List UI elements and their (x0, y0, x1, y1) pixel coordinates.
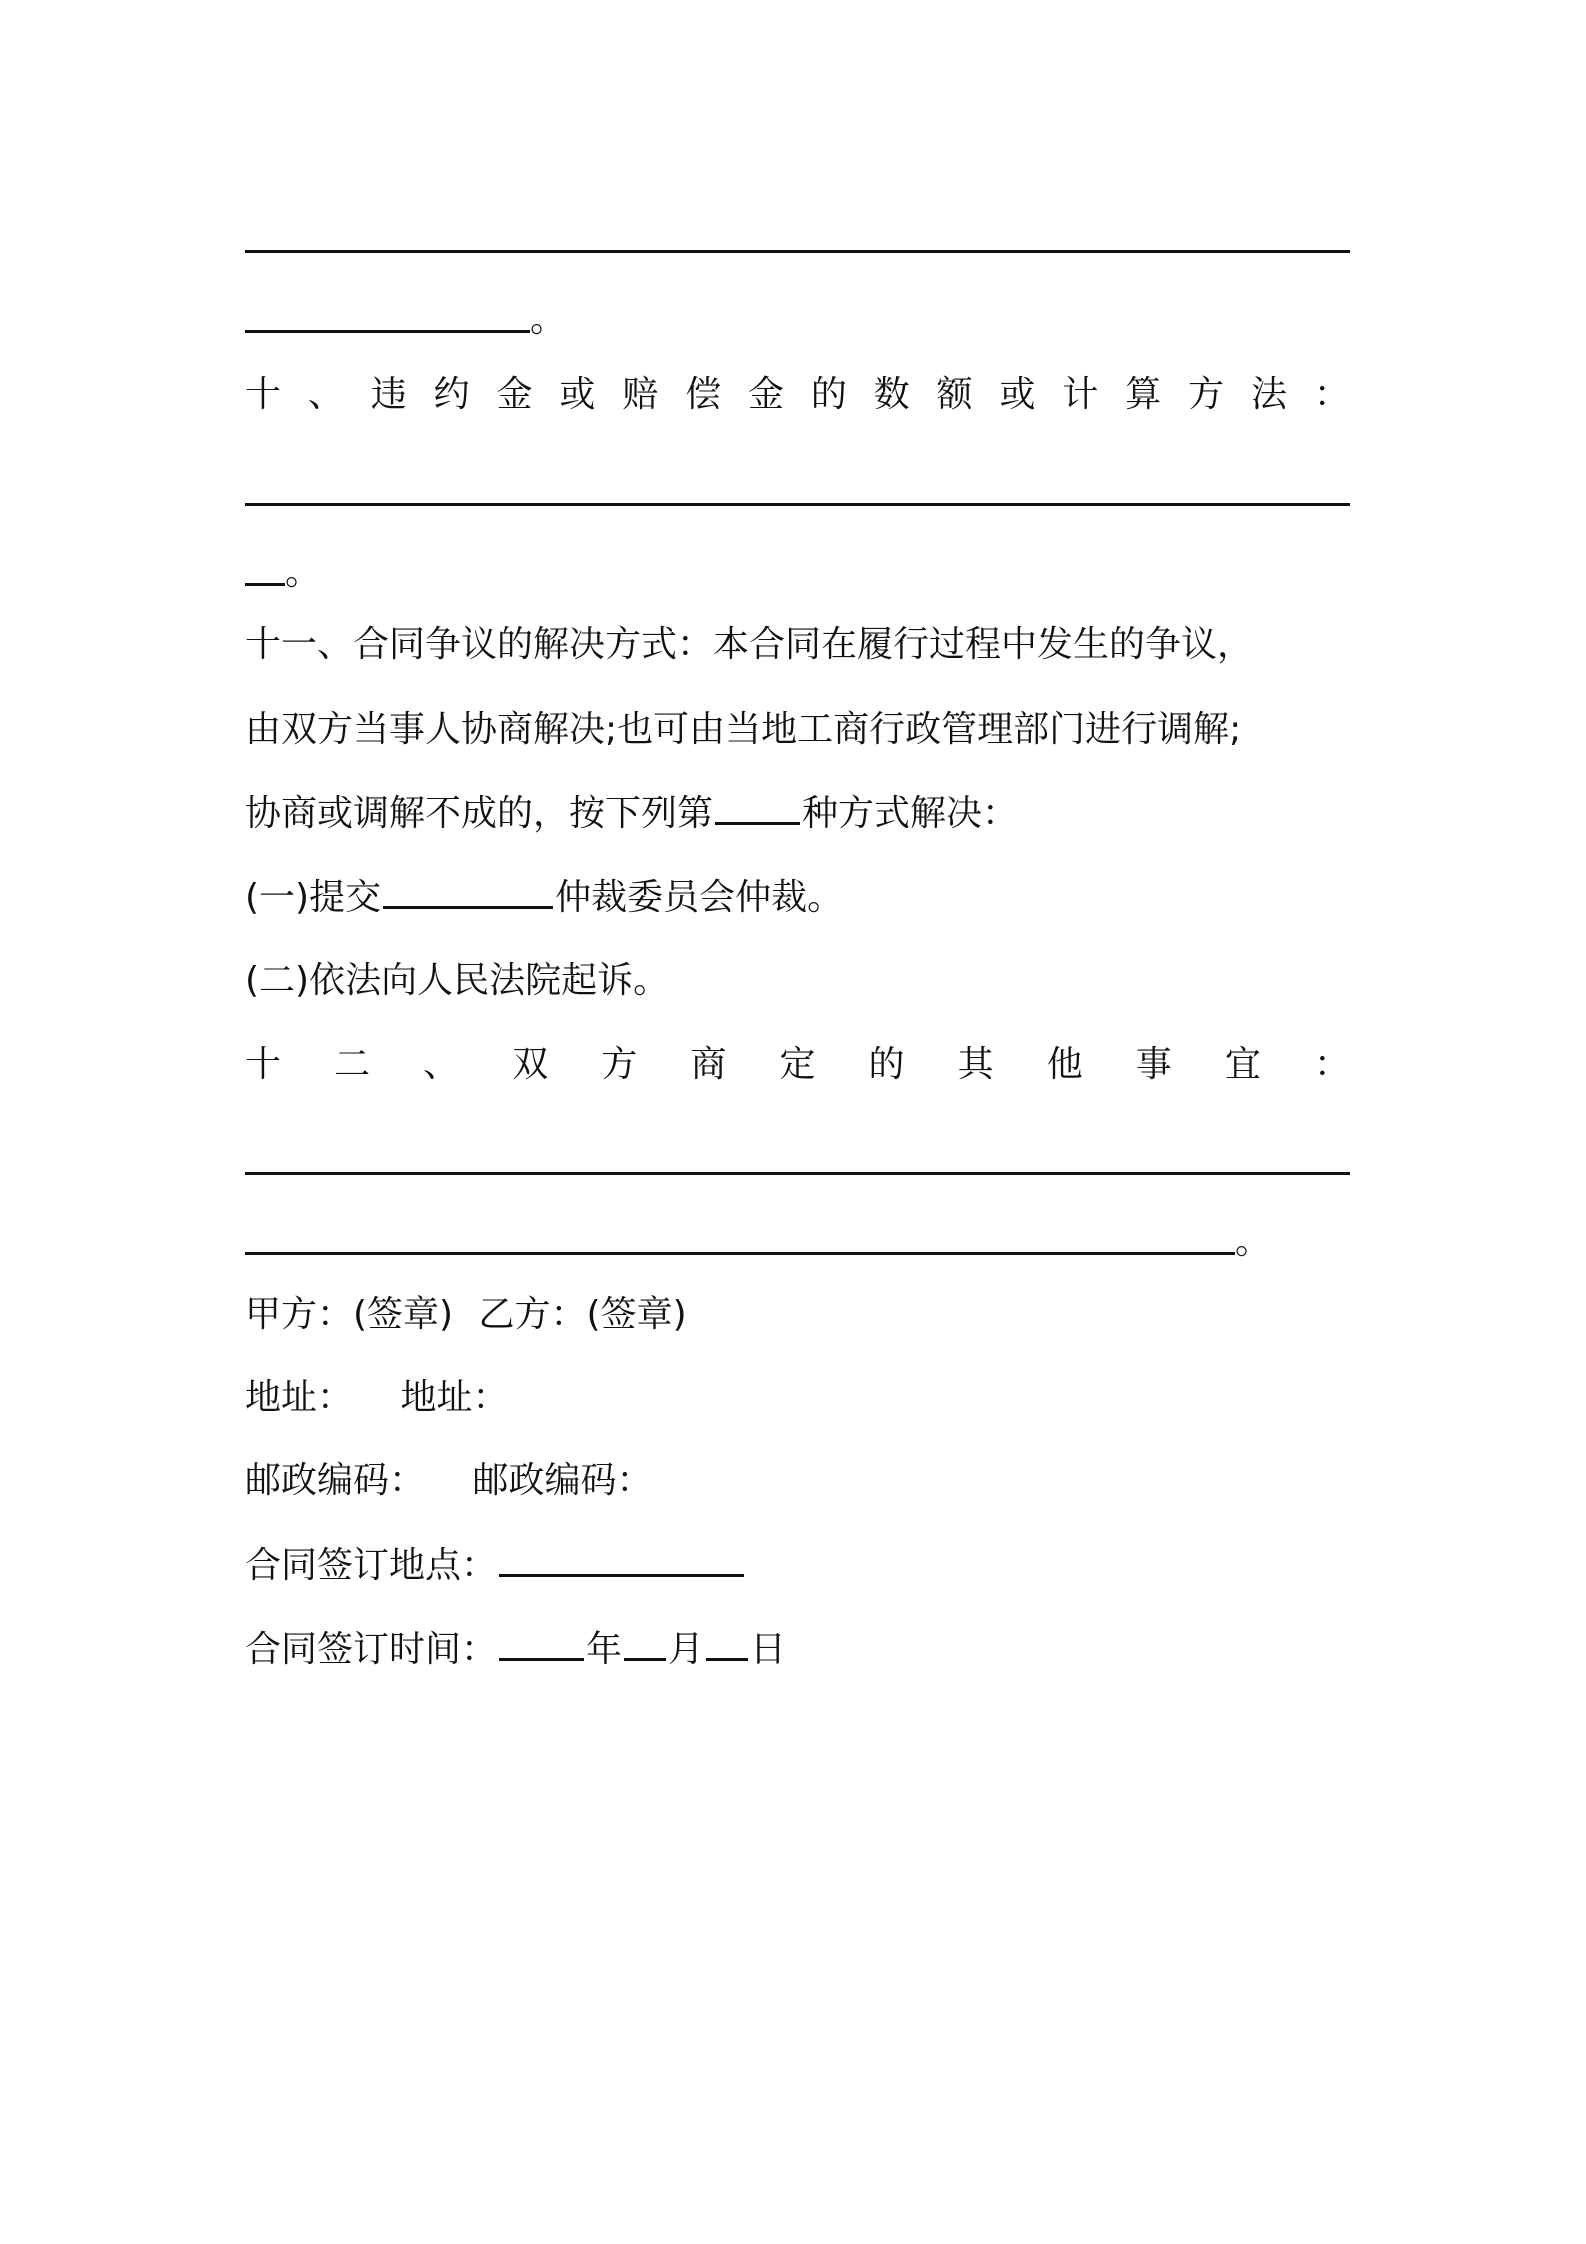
party-b-signature: 乙方：(签章) (478, 1294, 687, 1335)
arbitration-committee-blank (383, 872, 553, 909)
arbitration-option-text-end: 仲裁委员会仲裁。 (555, 877, 844, 918)
heading-char: 算 (1125, 374, 1162, 415)
heading-char: 赔 (622, 374, 659, 415)
heading-char: 计 (1062, 374, 1099, 415)
fill-line (245, 1252, 1235, 1255)
heading-char: 额 (936, 374, 973, 415)
heading-char: 双 (512, 1044, 549, 1085)
day-label: 日 (750, 1629, 787, 1670)
heading-char: 事 (1135, 1044, 1172, 1085)
month-label: 月 (668, 1629, 705, 1670)
heading-char: 法 (1251, 374, 1288, 415)
party-b-postal-code: 邮政编码： (472, 1460, 653, 1501)
heading-char: 方 (1188, 374, 1225, 415)
heading-char: 金 (496, 374, 533, 415)
sentence-end-mark: 。 (285, 552, 322, 593)
heading-char: 商 (690, 1044, 727, 1085)
heading-char: 宜 (1224, 1044, 1261, 1085)
heading-char: 数 (873, 374, 910, 415)
heading-char: 其 (957, 1044, 994, 1085)
party-a-address: 地址： (245, 1377, 354, 1418)
fill-line (245, 503, 1350, 506)
party-b-address: 地址： (400, 1377, 509, 1418)
section-11-line-1: 十一、合同争议的解决方式：本合同在履行过程中发生的争议， (245, 624, 1254, 665)
arbitration-option-text: (一)提交 (245, 877, 382, 918)
section-12-heading (245, 1040, 1350, 1090)
fill-line (245, 330, 530, 333)
arbitration-option (245, 872, 1350, 922)
heading-char: 方 (601, 1044, 638, 1085)
party-signature-row (245, 1290, 1350, 1340)
sentence-end-mark: 。 (530, 299, 567, 340)
heading-char: 他 (1046, 1044, 1083, 1085)
section-11-line-2: 由双方当事人协商解决;也可由当地工商行政管理部门进行调解; (245, 709, 1242, 750)
year-blank (499, 1624, 584, 1661)
heading-char: 、 (423, 1044, 460, 1085)
month-blank (624, 1624, 666, 1661)
signing-place-blank (499, 1540, 744, 1577)
heading-char: 或 (559, 374, 596, 415)
heading-char: 、 (307, 374, 344, 415)
heading-char: 定 (779, 1044, 816, 1085)
party-a-signature: 甲方：(签章) (245, 1294, 454, 1335)
address-row (245, 1373, 1350, 1423)
section-11-line-3 (245, 788, 1350, 838)
heading-char: 十 (245, 374, 282, 415)
heading-char: 十 (245, 1044, 282, 1085)
heading-char: 违 (370, 374, 407, 415)
section-10-heading (245, 370, 1350, 420)
signing-time-row (245, 1624, 1350, 1674)
signing-place-row (245, 1540, 1350, 1590)
day-blank (706, 1624, 748, 1661)
sentence-end-mark: 。 (1235, 1221, 1272, 1262)
fill-line (245, 1172, 1350, 1175)
heading-char: 金 (748, 374, 785, 415)
year-label: 年 (586, 1629, 623, 1670)
section-11-line-3-text: 协商或调解不成的，按下列第 (245, 793, 714, 834)
lawsuit-option: (二)依法向人民法院起诉。 (245, 960, 670, 1001)
heading-char: 二 (334, 1044, 371, 1085)
heading-char: ： (1313, 1044, 1350, 1085)
fill-line (245, 250, 1350, 253)
heading-char: ： (1313, 374, 1350, 415)
method-number-blank (715, 788, 800, 825)
party-a-postal-code: 邮政编码： (245, 1460, 426, 1501)
postal-code-row (245, 1456, 1350, 1506)
heading-char: 偿 (685, 374, 722, 415)
heading-char: 的 (868, 1044, 905, 1085)
heading-char: 的 (810, 374, 847, 415)
signing-place-label: 合同签订地点： (245, 1545, 498, 1586)
heading-char: 或 (999, 374, 1036, 415)
fill-line (245, 583, 285, 586)
heading-char: 约 (433, 374, 470, 415)
signing-time-label: 合同签订时间： (245, 1629, 498, 1670)
section-11-line-3-text-end: 种方式解决： (802, 793, 1019, 834)
